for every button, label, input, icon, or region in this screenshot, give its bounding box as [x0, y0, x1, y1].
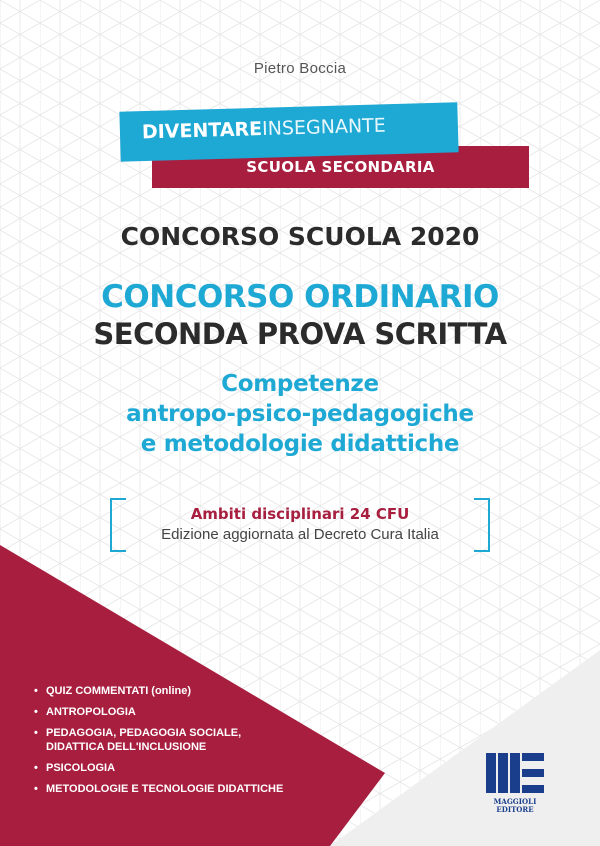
publisher-name-line-1: MAGGIOLI	[493, 797, 537, 806]
publisher-name	[480, 798, 550, 814]
series-label-light: INSEGNANTE	[261, 114, 387, 141]
edition-note: Edizione aggiornata al Decreto Cura Italia	[161, 526, 439, 543]
topic-item: • PSICOLOGIA	[34, 761, 283, 775]
topic-item: • ANTROPOLOGIA	[34, 705, 283, 719]
topic-item: • METODOLOGIE E TECNOLOGIE DIDATTICHE	[34, 782, 283, 796]
series-label-bold: DIVENTARE	[141, 118, 263, 144]
ambiti-label: Ambiti disciplinari 24 CFU	[190, 505, 410, 523]
subtitle-line-2: antropo-psico-pedagogiche	[126, 401, 474, 427]
topics-list	[34, 684, 283, 803]
title-line-2: SECONDA PROVA SCRITTA	[93, 317, 507, 351]
subtitle-line-1: Competenze	[221, 371, 379, 397]
topic-item: • PEDAGOGIA, PEDAGOGIA SOCIALE, DIDATTICA DELL'INCLUSIONE	[34, 726, 283, 754]
subtitle-line-3: e metodologie didattiche	[140, 431, 460, 457]
topic-item: • QUIZ COMMENTATI (online)	[34, 684, 283, 698]
publisher-name-line-2: EDITORE	[496, 805, 534, 814]
subseries-label: SCUOLA SECONDARIA	[246, 158, 435, 176]
contest-heading: CONCORSO SCUOLA 2020	[120, 222, 480, 251]
author-name: Pietro Boccia	[253, 60, 347, 77]
title-line-1: CONCORSO ORDINARIO	[101, 279, 499, 315]
